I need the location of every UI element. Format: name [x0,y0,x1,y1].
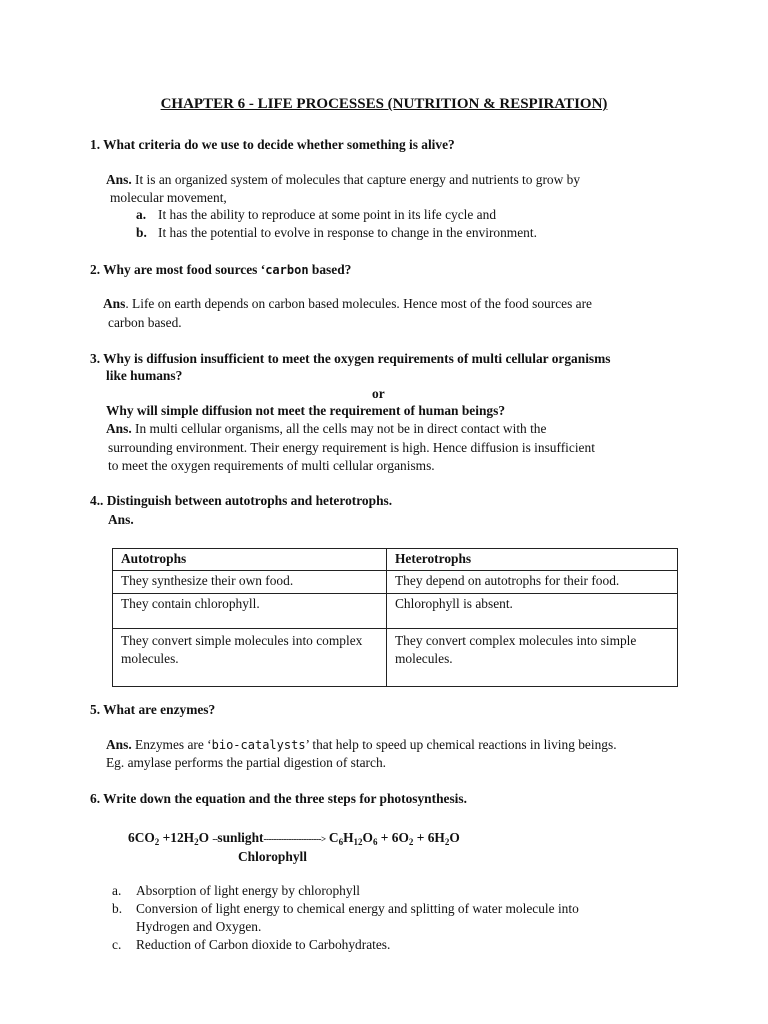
answer-text: ’ that help to speed up chemical reactions in living beings. [305,737,617,752]
formula-part: C [325,830,339,845]
formula-subscript: 2 [408,837,414,847]
question-5: 5. What are enzymes? [90,702,216,717]
formula-part: O [362,830,373,845]
answer-2-line-1 [103,296,592,312]
formula-subscript: 6 [372,837,378,847]
answer-term: bio-catalysts [211,738,306,752]
formula-part: O [449,830,460,845]
answer-label: Ans. [106,172,132,187]
list-marker: b. [136,225,147,240]
list-text: It has the ability to reproduce at some point in its life cycle and [158,207,497,222]
answer-label: Ans. [106,421,132,436]
comparison-table [112,548,678,687]
list-item [136,207,496,223]
formula-subscript: 2 [154,837,160,847]
list-marker: a. [112,883,122,898]
reaction-arrow: -----------------------> [263,834,326,844]
answer-label: Ans [103,296,126,311]
table-header-cell: Heterotrophs [387,549,678,571]
reaction-catalyst: Chlorophyll [238,849,307,864]
answer-text: In multi cellular organisms, all the cells may not be in direct contact with the [131,421,547,436]
formula-part: 6CO [128,830,155,845]
question-text: 2. Why are most food sources ‘ [90,262,266,277]
list-text: Reduction of Carbon dioxide to Carbohydrates. [136,937,391,952]
answer-2-line-2: carbon based. [108,315,182,330]
list-marker: a. [136,207,147,222]
formula-part: O [198,830,213,845]
list-marker: c. [112,937,122,952]
list-item-continuation: Hydrogen and Oxygen. [136,919,262,934]
table-row [113,629,678,687]
arrow-part: -- [212,834,218,844]
answer-text: It is an organized system of molecules that capture energy and nutrients to grow by [131,172,581,187]
table-cell: They convert simple molecules into complex molecules. [113,629,387,687]
answer-1-line-2: molecular movement, [110,190,227,205]
list-item [112,937,390,953]
list-text: Absorption of light energy by chlorophyll [136,883,361,898]
answer-text: Enzymes are ‘ [131,737,212,752]
formula-subscript: 6 [338,837,344,847]
table-row [113,571,678,594]
list-item [136,225,537,241]
table-cell: Chlorophyll is absent. [387,594,678,629]
question-term: carbon [265,263,309,277]
formula-part: +12H [159,830,195,845]
formula-subscript: 2 [444,837,450,847]
answer-3-line-2: surrounding environment. Their energy requirement is high. Hence diffusion is insufficient [108,440,595,455]
page-title: CHAPTER 6 - LIFE PROCESSES (NUTRITION & RESPIRATION) [160,96,608,112]
table-header-row [113,549,678,571]
list-marker: b. [112,901,123,916]
list-text: It has the potential to evolve in response to change in the environment. [158,225,537,240]
table-row [113,594,678,629]
list-item [112,883,360,899]
question-text: based? [308,262,352,277]
table-header-cell: Autotrophs [113,549,387,571]
or-separator: or [372,386,385,401]
question-3-alt: Why will simple diffusion not meet the requirement of human beings? [106,403,506,418]
list-text: Conversion of light energy to chemical energy and splitting of water molecule into [136,901,579,916]
answer-label: Ans. [106,737,132,752]
formula-subscript: 2 [194,837,199,847]
question-6: 6. Write down the equation and the three steps for photosynthesis. [90,791,467,806]
reaction-condition: sunlight [217,830,264,845]
answer-label: Ans. [108,512,134,527]
table-cell: They depend on autotrophs for their food. [387,571,678,594]
table-cell: They synthesize their own food. [113,571,387,594]
formula-subscript: 12 [353,837,363,847]
table-cell: They convert complex molecules into simple molecules. [387,629,678,687]
formula-part: H [343,830,354,845]
answer-1-line-1 [106,172,580,188]
table-cell: They contain chlorophyll. [113,594,387,629]
question-4: 4.. Distinguish between autotrophs and heterotrophs. [90,493,393,508]
photosynthesis-equation [128,830,460,846]
formula-part: + 6H [413,830,445,845]
list-item [112,901,579,917]
answer-3-line-1 [106,421,546,437]
answer-3-line-3: to meet the oxygen requirements of multi cellular organisms. [108,458,435,473]
answer-text: . Life on earth depends on carbon based molecules. Hence most of the food sources are [125,296,592,311]
question-3-line-1: 3. Why is diffusion insufficient to meet the oxygen requirements of multi cellular organisms [90,351,611,366]
question-1: 1. What criteria do we use to decide whether something is alive? [90,137,455,152]
question-3-line-2: like humans? [106,368,183,383]
formula-part: + 6O [377,830,409,845]
answer-5-line-2: Eg. amylase performs the partial digestion of starch. [106,755,387,770]
question-2 [90,262,351,278]
answer-5-line-1 [106,737,617,753]
